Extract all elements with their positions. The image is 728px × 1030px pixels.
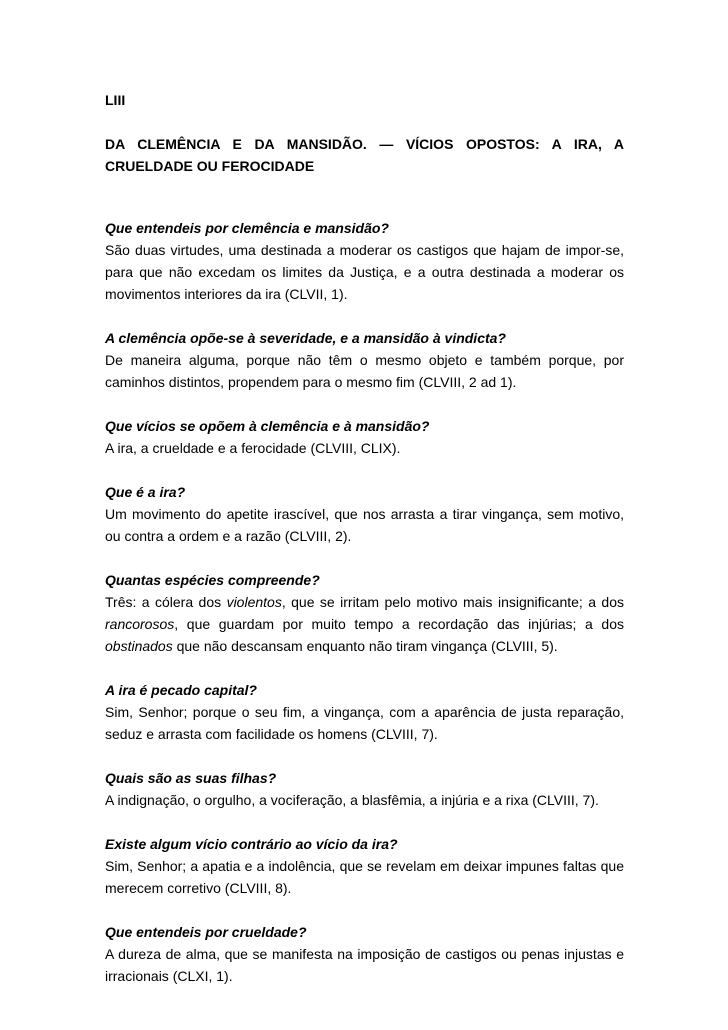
- answer: [105, 591, 624, 657]
- chapter-title: DA CLEMÊNCIA E DA MANSIDÃO. — VÍCIOS OPOSTOS: A IRA, A CRUELDADE OU FEROCIDADE: [105, 136, 624, 174]
- qa-item-3: [105, 415, 624, 459]
- question: Que entendeis por crueldade?: [105, 924, 307, 940]
- qa-item-4: [105, 481, 624, 547]
- answer: A indignação, o orgulho, a vociferação, a blasfêmia, a injúria e a rixa (CLVIII, 7).: [105, 792, 599, 808]
- answer: Sim, Senhor; a apatia e a indolência, que se revelam em deixar impunes faltas que merecem corretivo (CLVIII, 8).: [105, 858, 624, 896]
- question: Que entendeis por clemência e mansidão?: [105, 220, 389, 236]
- qa-item-5: [105, 569, 624, 657]
- question: Existe algum vício contrário ao vício da ira?: [105, 836, 398, 852]
- answer-text: , que guardam por muito tempo a recordação das injúrias; a dos: [174, 616, 624, 632]
- answer: De maneira alguma, porque não têm o mesmo objeto e também porque, por caminhos distintos, propendem para o mesmo fim (CLVIII, 2 ad 1).: [105, 352, 624, 390]
- question: Quais são as suas filhas?: [105, 770, 277, 786]
- qa-item-1: [105, 217, 624, 305]
- qa-item-8: [105, 833, 624, 899]
- answer: São duas virtudes, uma destinada a moderar os castigos que hajam de impor-se, para que não excedam os limites da Justiça, e a outra destinada a moderar os movimentos interiores da ira (CLVII, 1).: [105, 242, 624, 302]
- answer: A ira, a crueldade e a ferocidade (CLVIII, CLIX).: [105, 440, 401, 456]
- answer-emphasis: rancorosos: [105, 616, 175, 632]
- question: Que é a ira?: [105, 484, 186, 500]
- question: Quantas espécies compreende?: [105, 572, 320, 588]
- question: A ira é pecado capital?: [105, 682, 257, 698]
- answer-text: Três: a cólera dos: [105, 594, 227, 610]
- qa-item-2: [105, 327, 624, 393]
- question: Que vícios se opõem à clemência e à mansidão?: [105, 418, 430, 434]
- answer-emphasis: violentos: [226, 594, 282, 610]
- question: A clemência opõe-se à severidade, e a mansidão à vindicta?: [105, 330, 506, 346]
- answer-text: , que se irritam pelo motivo mais insignificante; a dos: [281, 594, 625, 610]
- qa-item-7: [105, 767, 624, 811]
- chapter-number: LIII: [105, 92, 126, 108]
- qa-item-9: [105, 921, 624, 987]
- qa-item-6: [105, 679, 624, 745]
- answer: A dureza de alma, que se manifesta na imposição de castigos ou penas injustas e irracionais (CLXI, 1).: [105, 946, 624, 984]
- answer: Sim, Senhor; porque o seu fim, a vingança, com a aparência de justa reparação, seduz e arrasta com facilidade os homens (CLVIII, 7).: [105, 704, 624, 742]
- answer: Um movimento do apetite irascível, que nos arrasta a tirar vingança, sem motivo, ou contra a ordem e a razão (CLVIII, 2).: [105, 506, 624, 544]
- document-page: [105, 89, 624, 1009]
- answer-text: que não descansam enquanto não tiram vingança (CLVIII, 5).: [172, 638, 558, 654]
- answer-emphasis: obstinados: [105, 638, 173, 654]
- section-gap: [105, 177, 624, 217]
